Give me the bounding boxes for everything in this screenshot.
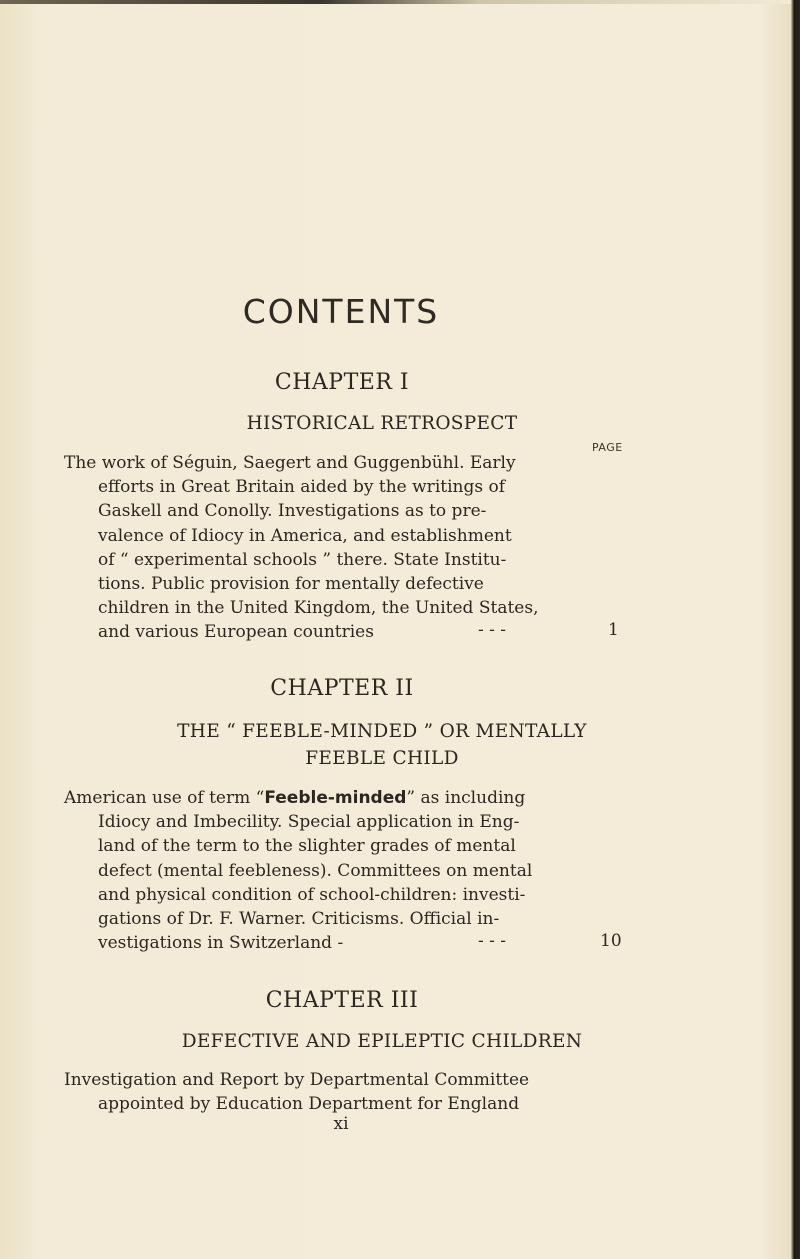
emphasized-term: Feeble-minded (264, 788, 407, 808)
chapter-1-page-number: 1 (608, 620, 619, 640)
summary-line: efforts in Great Britain aided by the writings of (98, 477, 506, 498)
page-folio: xi (333, 1114, 349, 1134)
summary-line: land of the term to the slighter grades of mental (98, 836, 516, 857)
chapter-1-title: HISTORICAL RETROSPECT (246, 413, 518, 434)
summary-line: Investigation and Report by Departmental Committee (64, 1070, 530, 1090)
chapter-2-title-line-2: FEEBLE CHILD (305, 748, 459, 769)
chapter-2-page-number: 10 (600, 931, 622, 951)
summary-line: of “ experimental schools ” there. State Institu- (98, 549, 507, 570)
summary-text: ” as including (406, 788, 526, 808)
summary-line (0, 786, 600, 810)
page-binding-edge (791, 0, 800, 1259)
summary-line: and various European countries (98, 622, 374, 643)
summary-line: Gaskell and Conolly. Investigations as to pre- (98, 501, 487, 522)
page-top-edge (0, 0, 800, 4)
chapter-3-summary (0, 1068, 600, 1116)
summary-line: tions. Public provision for mentally defective (98, 573, 484, 594)
chapter-2-leader: - - - (478, 931, 507, 951)
summary-line: gations of Dr. F. Warner. Criticisms. Official in- (98, 908, 500, 929)
summary-text: American use of term “ (64, 788, 265, 808)
summary-line: vestigations in Switzerland - (98, 933, 344, 954)
contents-heading: CONTENTS (242, 292, 440, 331)
summary-line: appointed by Education Department for England (98, 1094, 520, 1115)
summary-line: children in the United Kingdom, the United States, (98, 598, 539, 619)
summary-line: Idiocy and Imbecility. Special application in Eng- (98, 812, 520, 833)
chapter-2-title-line-1: THE “ FEEBLE-MINDED ” OR MENTALLY (177, 721, 587, 742)
chapter-2-number: CHAPTER II (270, 676, 414, 701)
summary-line: defect (mental feebleness). Committees on mental (98, 860, 533, 881)
chapter-3-number: CHAPTER III (265, 988, 419, 1013)
chapter-1-leader: - - - (478, 620, 507, 640)
summary-line: valence of Idiocy in America, and establishment (98, 525, 512, 546)
summary-line: and physical condition of school-children: investi- (98, 884, 526, 905)
chapter-2-summary (0, 786, 600, 955)
page-column-label: PAGE (592, 441, 623, 454)
chapter-1-summary (0, 451, 600, 645)
chapter-1-number: CHAPTER I (274, 370, 410, 395)
chapter-3-title: DEFECTIVE AND EPILEPTIC CHILDREN (181, 1031, 583, 1052)
summary-line: The work of Séguin, Saegert and Guggenbühl. Early (64, 453, 516, 473)
